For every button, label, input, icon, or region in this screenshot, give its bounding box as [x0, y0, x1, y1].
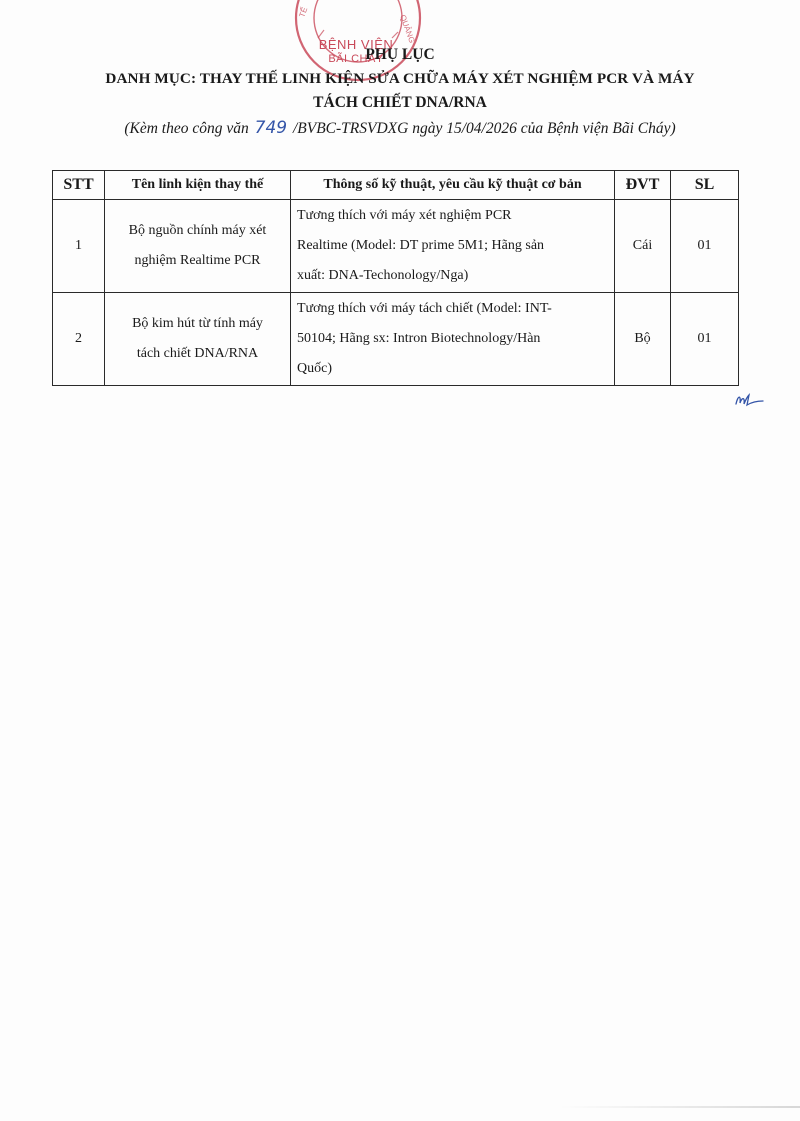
spec-line: Tương thích với máy xét nghiệm PCR — [297, 208, 512, 223]
handwritten-document-number: 749 — [254, 118, 288, 138]
header-part-name: Tên linh kiện thay thế — [105, 171, 291, 200]
subtitle-suffix: /BVBC-TRSVDXG ngày 15/04/2026 của Bệnh viện Bãi Cháy) — [292, 120, 676, 137]
table-row — [53, 200, 739, 293]
row-specification — [291, 293, 615, 386]
row-part-name — [105, 200, 291, 293]
header-stt: STT — [53, 171, 105, 200]
table-row — [53, 293, 739, 386]
row-stt: 1 — [53, 200, 105, 293]
document-subtitle — [40, 118, 760, 138]
subtitle-prefix: (Kèm theo công văn — [124, 120, 249, 137]
spec-line: xuất: DNA-Techonology/Nga) — [297, 268, 469, 283]
spec-line: Tương thích với máy tách chiết (Model: INT- — [297, 301, 552, 316]
spec-line: Realtime (Model: DT prime 5M1; Hãng sản — [297, 238, 545, 253]
part-name-line: tách chiết DNA/RNA — [136, 346, 259, 361]
handwritten-initials-signature — [734, 391, 764, 409]
row-part-name — [105, 293, 291, 386]
row-unit: Bộ — [615, 293, 671, 386]
header-unit: ĐVT — [615, 171, 671, 200]
row-specification — [291, 200, 615, 293]
part-name-line: nghiệm Realtime PCR — [134, 253, 261, 268]
row-unit: Cái — [615, 200, 671, 293]
svg-text:QUẢNG: QUẢNG — [398, 13, 417, 45]
table-header-row — [53, 171, 739, 200]
row-quantity: 01 — [671, 200, 739, 293]
stamp-line1: BỆNH VIỆN — [318, 37, 394, 52]
svg-text:TẾ: TẾ — [297, 5, 310, 19]
document-heading-line2: TÁCH CHIẾT DNA/RNA — [313, 94, 487, 111]
header-specification: Thông số kỹ thuật, yêu cầu kỹ thuật cơ bản — [291, 171, 615, 200]
parts-table — [52, 170, 739, 386]
document-title: PHỤ LỤC — [365, 46, 435, 63]
stamp-line2: BÃI CHÁY — [328, 53, 384, 65]
document-heading-line1: DANH MỤC: THAY THẾ LINH KIỆN SỬA CHỮA MÁY XÉT NGHIỆM PCR VÀ MÁY — [105, 70, 695, 87]
header-quantity: SL — [671, 171, 739, 200]
part-name-line: Bộ nguồn chính máy xét — [128, 223, 267, 238]
spec-line: 50104; Hãng sx: Intron Biotechnology/Hàn — [297, 331, 541, 346]
part-name-line: Bộ kim hút từ tính máy — [132, 316, 263, 331]
spec-line: Quốc) — [297, 361, 332, 376]
row-stt: 2 — [53, 293, 105, 386]
scan-edge-line — [560, 1106, 800, 1108]
row-quantity: 01 — [671, 293, 739, 386]
